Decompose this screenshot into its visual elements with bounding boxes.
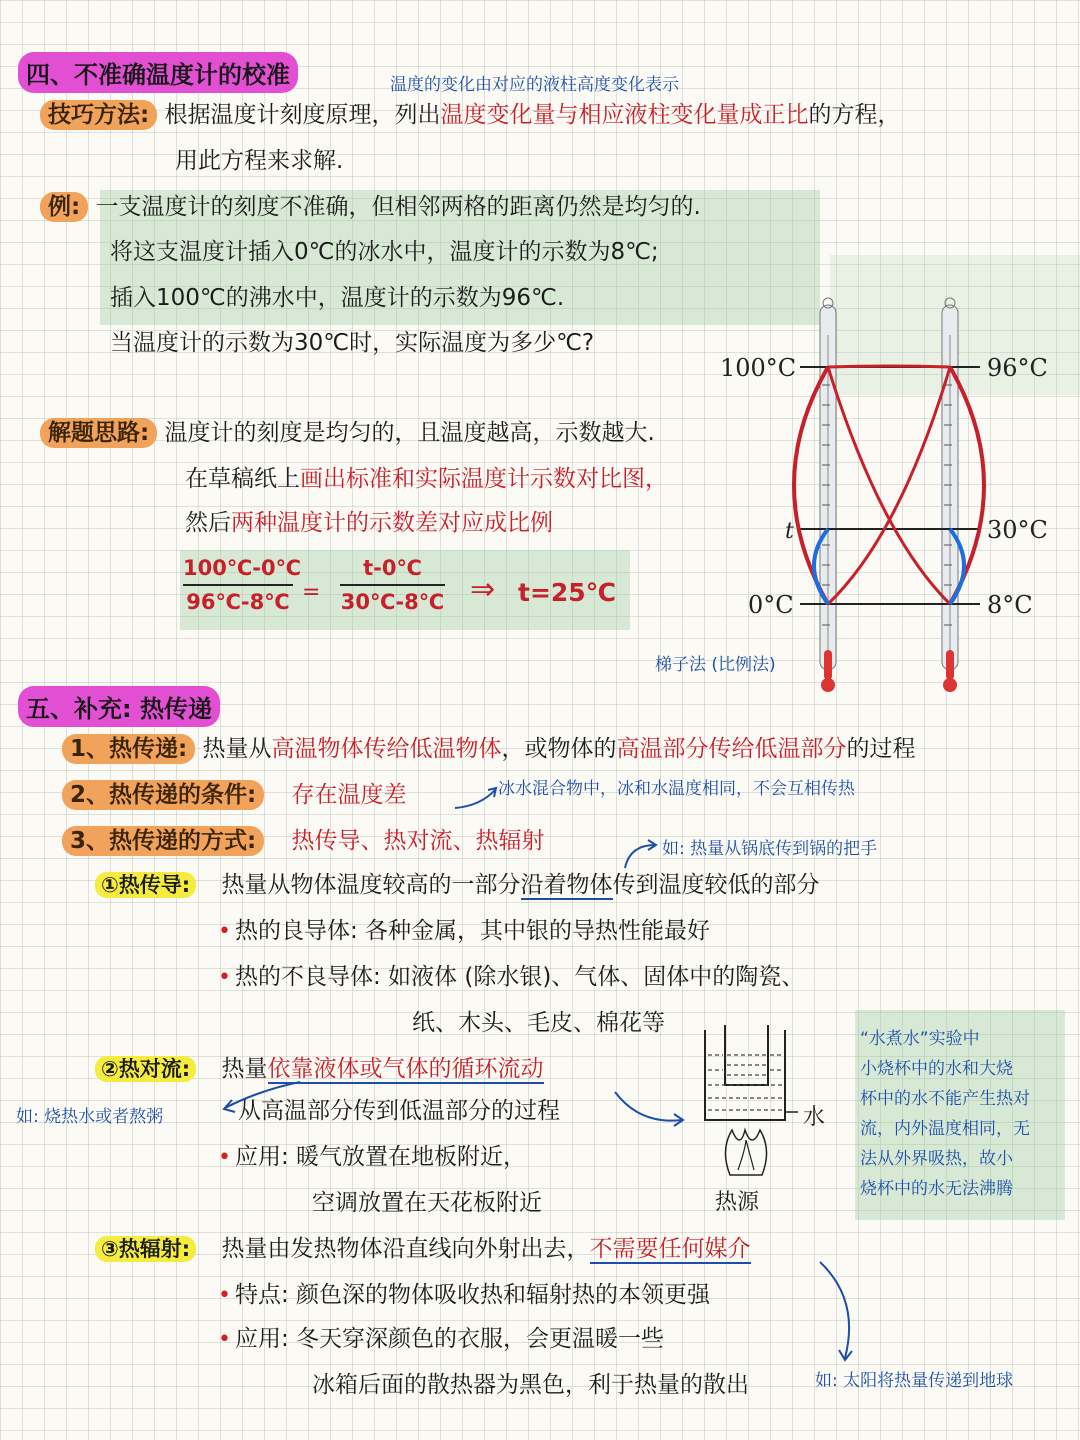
diagram-caption: 梯子法 (比例法) — [655, 655, 776, 675]
item1-label: 1、热传递: — [62, 734, 195, 764]
fraction-left-numerator: 100℃-0℃ — [183, 556, 302, 580]
convection-app-line2: 空调放置在天花板附近 — [312, 1190, 542, 1216]
idea-text-1: 温度计的刻度是均匀的，且温度越高，示数越大. — [164, 420, 655, 446]
example-line-3: 插入100℃的沸水中，温度计的示数为96℃. — [110, 285, 565, 311]
item1-text-e: 的过程 — [846, 736, 916, 762]
experiment-note-line-4: 流，内外温度相同，无 — [860, 1119, 1030, 1139]
arrow-convection-note — [225, 1082, 300, 1108]
convection-app-text: 应用: 暖气放置在地板附近， — [234, 1144, 527, 1170]
experiment-note-line-6: 烧杯中的水无法沸腾 — [860, 1179, 1013, 1199]
item3-label: 3、热传递的方式: — [62, 826, 264, 856]
radiation-note: 如: 太阳将热量传递到地球 — [815, 1371, 1014, 1391]
label-30c: 30°C — [987, 516, 1048, 544]
idea-label: 解题思路: — [40, 418, 157, 448]
arrow-radiation-note — [820, 1262, 849, 1358]
idea-text-3a: 然后 — [185, 510, 231, 536]
item2-note: 冰水混合物中，冰和水温度相同，不会互相传热 — [498, 779, 855, 799]
label-0c: 0°C — [748, 591, 794, 619]
bullet-dot: • — [218, 1145, 231, 1170]
idea-text-2a: 在草稿纸上 — [185, 466, 300, 492]
bullet-dot: • — [218, 919, 231, 944]
experiment-note-line-3: 杯中的水不能产生热对 — [860, 1089, 1030, 1109]
radiation-app-line2: 冰箱后面的散热器为黑色，利于热量的散出 — [312, 1372, 749, 1398]
radiation-label: ③热辐射: — [95, 1236, 196, 1262]
convection-note: 如: 烧热水或者熬粥 — [16, 1107, 164, 1127]
fraction-right-denominator: 30℃-8℃ — [340, 590, 445, 614]
method-label: 技巧方法: — [40, 100, 157, 130]
bullet-dot: • — [218, 965, 231, 990]
convection-text-a: 热量 — [221, 1056, 268, 1082]
bad-conductor-text: 热的不良导体: 如液体 (除水银)、气体、固体中的陶瓷、 — [234, 964, 805, 990]
experiment-note-line-1: “水煮水”实验中 — [860, 1029, 980, 1049]
good-conductor-text: 热的良导体: 各种金属，其中银的导热性能最好 — [234, 918, 711, 944]
water-label: 水 — [803, 1105, 826, 1130]
heat-source-label: 热源 — [715, 1190, 760, 1215]
item1-text-b: 高温物体传给低温物体 — [271, 736, 502, 762]
convection-label: ②热对流: — [95, 1056, 196, 1082]
method-line2: 用此方程来求解. — [175, 148, 344, 174]
bullet-dot: • — [218, 1327, 231, 1352]
method-text-b: 温度变化量与相应液柱变化量成正比 — [440, 102, 809, 128]
item1-text-d: 高温部分传给低温部分 — [616, 736, 847, 762]
conduction-label: ①热传导: — [95, 872, 196, 898]
bad-conductor-line2: 纸、木头、毛皮、棉花等 — [412, 1010, 665, 1036]
equals-sign: = — [302, 580, 321, 605]
arrow-item2-note — [455, 790, 495, 808]
convection-line2: 从高温部分传到低温部分的过程 — [238, 1098, 560, 1124]
method-text-c: 的方程， — [808, 102, 901, 128]
conduction-text-a: 热量从物体温度较高的一部分 — [221, 872, 521, 898]
example-label: 例: — [40, 192, 88, 222]
conduction-text-c: 传到温度较低的部分 — [612, 872, 820, 898]
implies-arrow: ⇒ — [470, 572, 496, 607]
example-line-2: 将这支温度计插入0℃的冰水中，温度计的示数为8℃; — [110, 239, 659, 265]
section4-title: 四、不准确温度计的校准 — [18, 52, 298, 93]
arrow-convection-beaker — [615, 1092, 682, 1121]
label-8c: 8°C — [987, 591, 1033, 619]
item1-text-c: ，或物体的 — [501, 736, 617, 762]
fraction-right-numerator: t-0℃ — [363, 556, 422, 580]
experiment-note-line-5: 法从外界吸热，故小 — [860, 1149, 1013, 1169]
idea-text-2b: 画出标准和实际温度计示数对比图， — [300, 466, 668, 492]
item2-text: 存在温度差 — [291, 782, 407, 808]
item1-text-a: 热量从 — [202, 736, 272, 762]
experiment-note-line-2: 小烧杯中的水和大烧 — [860, 1059, 1013, 1079]
item3-text: 热传导、热对流、热辐射 — [291, 828, 545, 854]
convection-text-b: 依靠液体或气体的循环流动 — [267, 1056, 544, 1082]
radiation-app-text: 应用: 冬天穿深颜色的衣服，会更温暖一些 — [234, 1326, 665, 1352]
idea-text-3b: 两种温度计的示数差对应成比例 — [231, 510, 553, 536]
item2-label: 2、热传递的条件: — [62, 780, 264, 810]
method-text-a: 根据温度计刻度原理，列出 — [164, 102, 441, 128]
label-100c: 100°C — [720, 354, 797, 382]
radiation-text-b: 不需要任何媒介 — [589, 1236, 751, 1262]
conduction-text-b: 沿着物体 — [520, 872, 613, 898]
section5-title: 五、补充: 热传递 — [18, 686, 220, 727]
equation-result: t=25℃ — [518, 578, 616, 607]
label-t: t — [785, 519, 794, 544]
fraction-left-denominator: 96℃-8℃ — [186, 590, 290, 614]
radiation-text-a: 热量由发热物体沿直线向外射出去， — [221, 1236, 590, 1262]
radiation-feature-text: 特点: 颜色深的物体吸收热和辐射热的本领更强 — [234, 1282, 711, 1308]
conduction-note: 如: 热量从锅底传到锅的把手 — [662, 839, 878, 859]
bullet-dot: • — [218, 1283, 231, 1308]
example-line-4: 当温度计的示数为30℃时，实际温度为多少℃? — [110, 330, 595, 356]
example-text-1: 一支温度计的刻度不准确，但相邻两格的距离仍然是均匀的. — [95, 194, 701, 220]
label-96c: 96°C — [987, 354, 1048, 382]
top-note: 温度的变化由对应的液柱高度变化表示 — [390, 75, 679, 95]
